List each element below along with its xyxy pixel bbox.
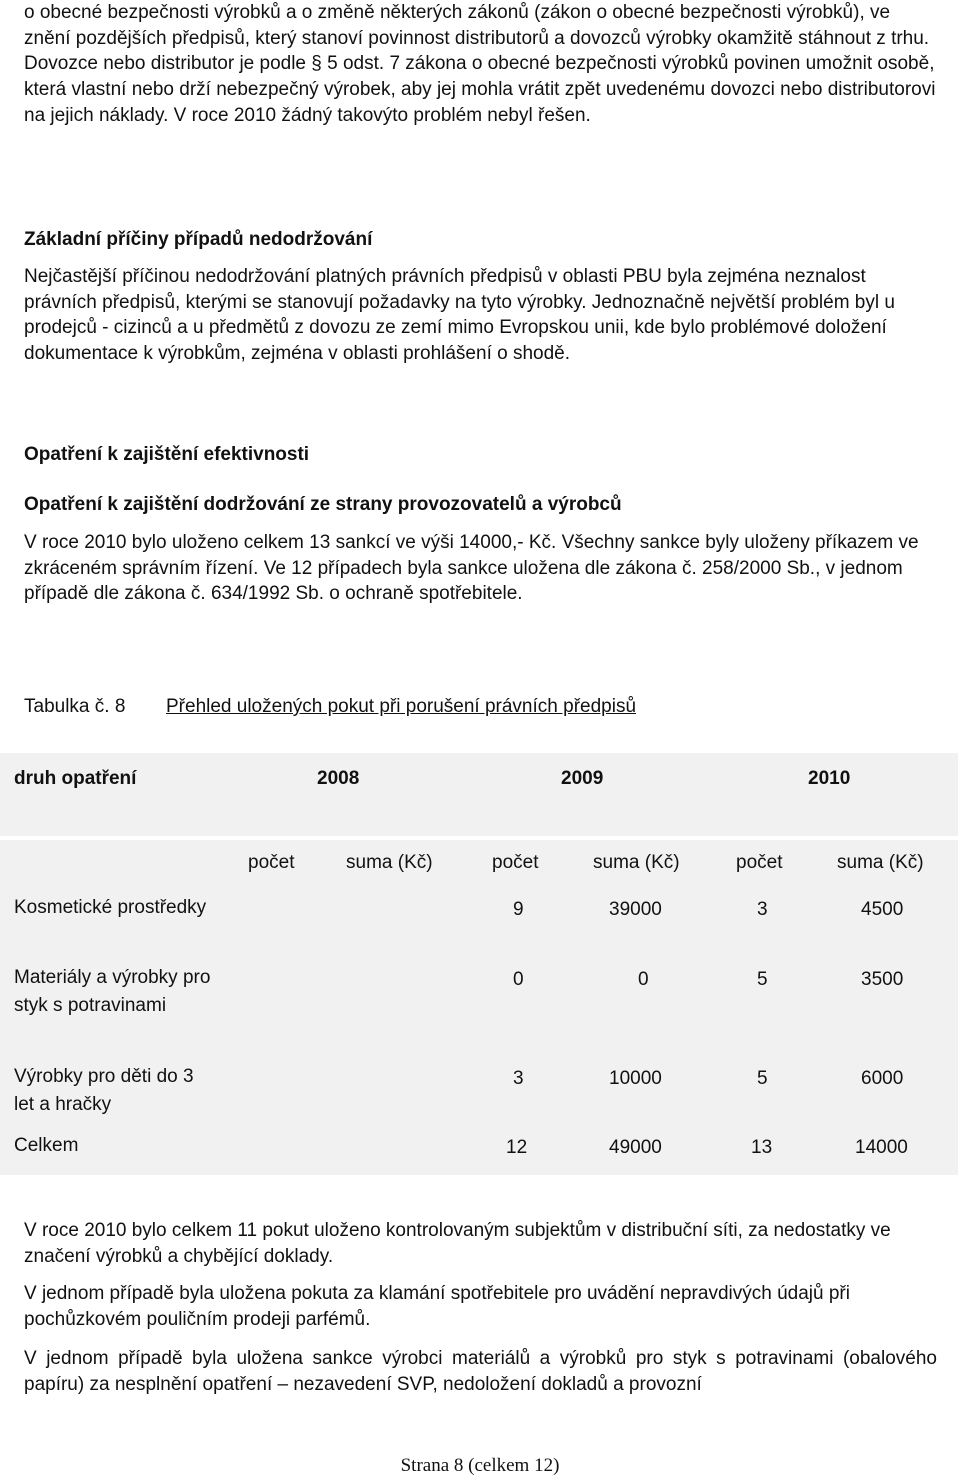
row-value: 13: [751, 1137, 773, 1158]
row-value: 6000: [861, 1068, 904, 1089]
table-title: Přehled uložených pokut při porušení právních předpisů: [166, 696, 637, 717]
heading-compliance: Opatření k zajištění dodržování ze strany provozovatelů a výrobců: [24, 494, 622, 515]
row-value: 4500: [861, 899, 904, 920]
row-value: 0: [638, 969, 649, 990]
sanctions-paragraph: V roce 2010 bylo uloženo celkem 13 sankcí ve výši 14000,- Kč. Všechny sankce byly uloženy příkazem ve zkráceném správním řízení. Ve 12 případech byla sankce uložena dle zákona č. 258/2000 Sb., v jednom případě dle zákona č. 634/1992 Sb. o ochraně spotřebitele.: [24, 532, 919, 605]
row-value: 5: [757, 969, 768, 990]
subheader-count: počet: [248, 852, 295, 873]
year-header-2010: 2010: [808, 768, 851, 789]
row-label: Kosmetické prostředky: [14, 897, 207, 918]
table-header: [0, 753, 958, 836]
heading-effectiveness: Opatření k zajištění efektivnosti: [24, 444, 310, 465]
row-value: 3: [513, 1068, 524, 1089]
subheader-count: počet: [492, 852, 539, 873]
causes-paragraph: Nejčastější příčinou nedodržování platných právních předpisů v oblasti PBU byla zejména neznalost právních předpisů, kterými se stanovují požadavky na tyto výrobky. Jednoznačně největší problém byl u prodejců - cizinců a u předmětů z dovozu ze zemí mimo Evropskou unii, kde bylo problémové doložení dokumentace k výrobkům, zejména v oblasti prohlášení o shodě.: [24, 266, 895, 365]
table-number: Tabulka č. 8: [24, 696, 126, 717]
fines-distribution-paragraph: V roce 2010 bylo celkem 11 pokut uloženo kontrolovaným subjektům v distribuční síti, za nedostatky ve značení výrobků a chybějící doklady.: [24, 1220, 891, 1267]
row-label-total: Celkem: [14, 1135, 79, 1156]
table-body: [0, 840, 958, 1175]
row-value: 14000: [855, 1137, 908, 1158]
fine-misleading-paragraph: V jednom případě byla uložena pokuta za klamání spotřebitele pro uvádění nepravdivých údajů při pochůzkovém pouličním prodeji parfémů.: [24, 1283, 850, 1330]
table-caption: [24, 694, 636, 719]
sanction-producer-paragraph: V jednom případě byla uložena sankce výrobci materiálů a výrobků pro styk s potravinami (obalového papíru) za nesplnění opatření – nezavedení SVP, nedoložení dokladů a provozní: [24, 1348, 937, 1395]
heading-causes: Základní příčiny případů nedodržování: [24, 229, 373, 250]
row-value: 5: [757, 1068, 768, 1089]
row-value: 12: [506, 1137, 528, 1158]
row-value: 3: [757, 899, 768, 920]
year-header-2008: 2008: [317, 768, 360, 789]
row-value: 49000: [609, 1137, 662, 1158]
row-label: Výrobky pro děti do 3 let a hračky: [14, 1066, 194, 1115]
subheader-count: počet: [736, 852, 783, 873]
row-label: Materiály a výrobky pro styk s potravinami: [14, 967, 211, 1016]
row-value: 3500: [861, 969, 904, 990]
subheader-sum: suma (Kč): [837, 852, 924, 873]
page-footer: Strana 8 (celkem 12): [400, 1455, 560, 1476]
subheader-sum: suma (Kč): [346, 852, 433, 873]
row-value: 39000: [609, 899, 662, 920]
intro-paragraph: o obecné bezpečnosti výrobků a o změně některých zákonů (zákon o obecné bezpečnosti výrobků), ve znění pozdějších předpisů, který stanoví povinnost distributorů a dovozců výrobky okamžitě stáhnout z trhu. Dovozce nebo distributor je podle § 5 odst. 7 zákona o obecné bezpečnosti výrobků povinen umožnit osobě, která vlastní nebo drží nebezpečný výrobek, aby jej mohla vrátit zpět uvedenému dovozci nebo distributorovi na jejich náklady. V roce 2010 žádný takovýto problém nebyl řešen.: [24, 2, 936, 126]
col-measure-header: druh opatření: [14, 768, 137, 789]
row-value: 10000: [609, 1068, 662, 1089]
year-header-2009: 2009: [561, 768, 604, 789]
row-value: 0: [513, 969, 524, 990]
row-value: 9: [513, 899, 524, 920]
subheader-sum: suma (Kč): [593, 852, 680, 873]
